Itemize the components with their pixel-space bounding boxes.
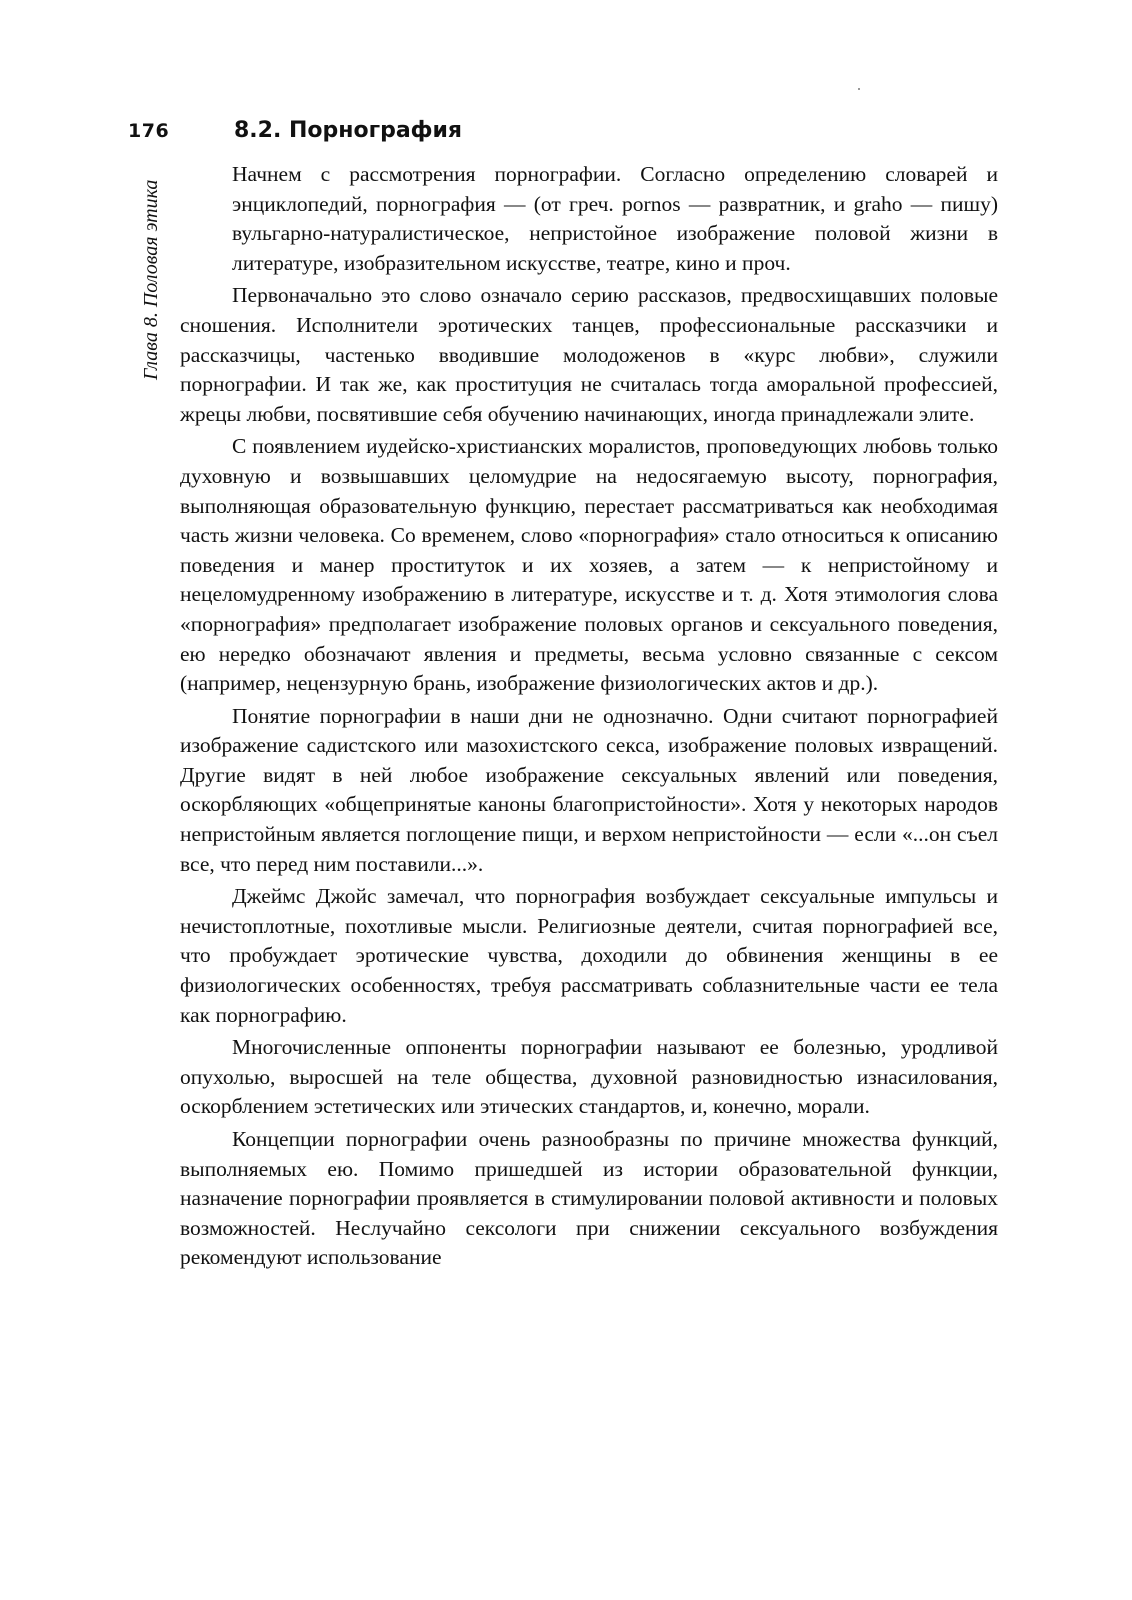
paragraph-4: Понятие порнографии в наши дни не однозначно. Одни считают порнографией изображение садистского или мазохистского секса, изображение половых извращений. Другие видят в ней любое изображение сексуальных явлений или поведения, оскорбляющих «общепринятые каноны благопристойности». Хотя у некоторых народов непристойным является поглощение пищи, и верхом непристойности — если «...он съел все, что перед ним поставили...». bbox=[180, 703, 998, 876]
scan-speck bbox=[858, 88, 860, 90]
paragraph-6: Многочисленные оппоненты порнографии называют ее болезнью, уродливой опухолью, выросшей на теле общества, духовной разновидностью изнасилования, оскорблением эстетических или этических стандартов, и, конечно, морали. bbox=[180, 1035, 998, 1119]
paragraph-3: С появлением иудейско-христианских моралистов, проповедующих любовь только духовную и возвышавших целомудрие на недосягаемую высоту, порнография, выполняющая образовательную функцию, перестает рассматриваться как необходимая часть жизни человека. Со временем, слово «порнография» стало относиться к описанию поведения и манер проституток и их хозяев, а затем — к непристойному и нецеломудренному изображению в литературе, искусстве и т. д. Хотя этимология слова «порнография» предполагает изображение половых органов и сексуального поведения, ею нередко обозначают явления и предметы, весьма условно связанные с сексом (например, нецензурную брань, изображение физиологических актов и др.). bbox=[180, 434, 998, 696]
section-title: 8.2. Порнография bbox=[234, 118, 463, 143]
page-number: 176 bbox=[128, 120, 170, 142]
paragraph-5: Джеймс Джойс замечал, что порнография возбуждает сексуальные импульсы и нечистоплотные, похотливые мысли. Религиозные деятели, считая порнографией все, что пробуждает эротические чувства, доходили до обвинения женщины в ее физиологических особенностях, требуя рассматривать соблазнительные части ее тела как порнографию. bbox=[180, 884, 998, 1027]
paragraph-1: Начнем с рассмотрения порнографии. Согласно определению словарей и энциклопедий, порнография — (от греч. pornos — развратник, и graho — пишу) вульгарно-натуралистическое, непристойное изображение половой жизни в литературе, изобразительном искусстве, театре, кино и проч. bbox=[232, 162, 998, 275]
running-head: Глава 8. Половая этика bbox=[140, 179, 162, 380]
paragraph-2: Первоначально это слово означало серию рассказов, предвосхищавших половые сношения. Исполнители эротических танцев, профессиональные рассказчики и рассказчицы, частенько вводившие молодоженов в «курс любви», служили порнографии. И так же, как проституция не считалась тогда аморальной профессией, жрецы любви, посвятившие себя обучению начинающих, иногда принадлежали элите. bbox=[180, 283, 998, 426]
paragraph-7: Концепции порнографии очень разнообразны по причине множества функций, выполняемых ею. Помимо пришедшей из истории образовательной функции, назначение порнографии проявляется в стимулировании половой активности и половых возможностей. Неслучайно сексологи при снижении сексуального возбуждения рекомендуют использование bbox=[180, 1127, 998, 1270]
body-text bbox=[180, 160, 998, 1276]
